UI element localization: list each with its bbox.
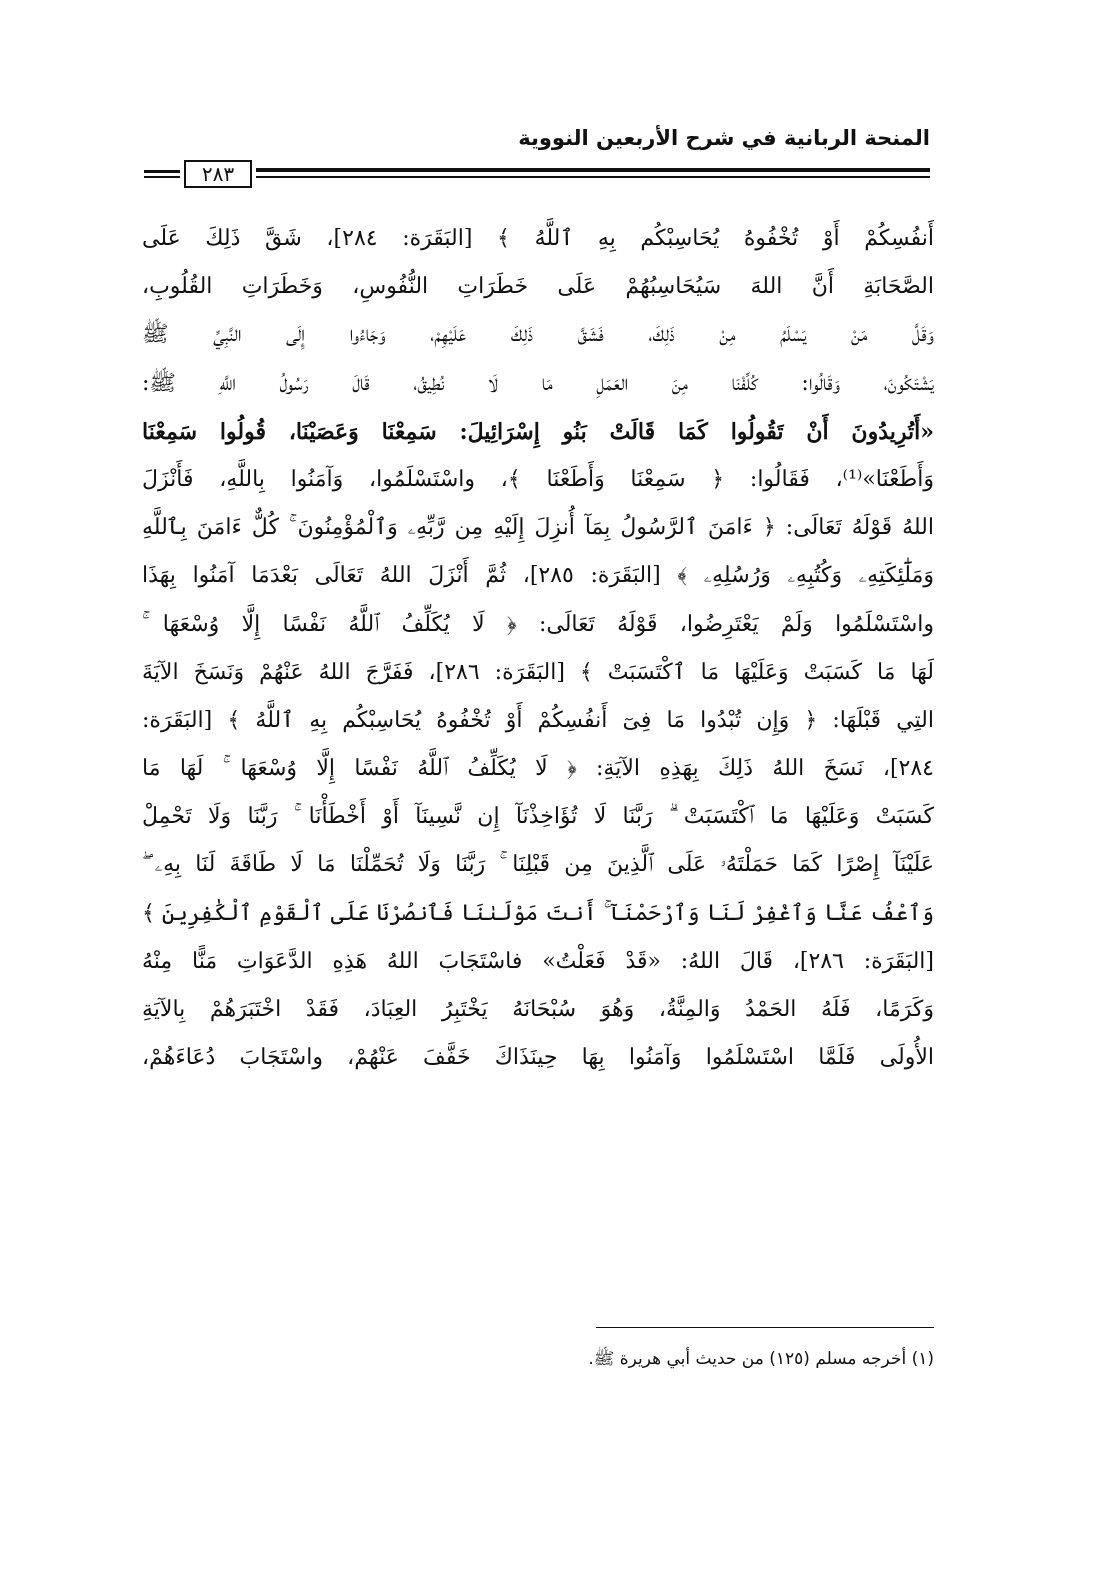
text-line: يَشْتَكُونَ، وَقَالُوا: كُلِّفْنَا مِنَ العَمَلِ مَا لَا نُطِيقُ، قَالَ رَسُولُ اللَّهِ ﷺ: [142, 370, 934, 396]
text-line: الصَّحَابَةِ أَنَّ اللهَ سَيُحَاسِبُهُمْ عَلَى خَطَرَاتِ النُّفُوسِ، وَخَطَرَاتِ القُلُوبِ، [142, 274, 934, 300]
page-header [140, 120, 930, 190]
text-line: وَكَرَمًا، فَلَهُ الحَمْدُ وَالمِنَّةُ، وَهُوَ سُبْحَانَهُ يَخْتَبِرُ العِبَادَ، فَقَدْ اخْتَبَرَهُمْ بِالآيَةِ [142, 997, 934, 1022]
text-line: أَنفُسِكُمْ أَوْ تُخْفُوهُ يُحَاسِبْكُم بِهِ ٱللَّهُ ﴾ [البَقَرَة: ٢٨٤]، شَقَّ ذَلِكَ عَلَى [142, 226, 934, 251]
header-rule-right [256, 168, 930, 178]
text-line: [البَقَرَة: ٢٨٦]، قَالَ اللهُ: «قَدْ فَعَلْتُ» فاسْتَجَابَ اللهُ هَذِهِ الدَّعَوَاتِ مَنًّا مِنْهُ [142, 948, 934, 974]
book-title: المنحة الربانية في شرح الأربعين النووية [518, 126, 930, 150]
text-line: اللهُ قَوْلَهُ تَعَالَى: ﴿ ءَامَنَ ٱلرَّسُولُ بِمَآ أُنزِلَ إِلَيْهِ مِن رَّبِّهِۦ وَٱلْمُؤْمِنُونَ ۚ كُلٌّ ءَامَنَ بِٱللَّهِ [142, 515, 934, 541]
text-line: «أَتُرِيدُونَ أَنْ تَقُولُوا كَمَا قَالَتْ بَنُو إِسْرَائِيلَ: سَمِعْنَا وَعَصَيْنَا، قُولُوا سَمِعْنَا [142, 418, 934, 445]
text-line: لَهَا مَا كَسَبَتْ وَعَلَيْهَا مَا ٱكْتَسَبَتْ ﴾ [البَقَرَة: ٢٨٦]، فَفَرَّجَ اللهُ عَنْهُمْ وَنَسَخَ الآيَةَ [142, 659, 934, 685]
text-line: التِي قَبْلَهَا: ﴿ وَإِن تُبْدُوا مَا فِىٓ أَنفُسِكُمْ أَوْ تُخْفُوهُ يُحَاسِبْكُم بِهِ ٱللَّهُ ﴾ [البَقَرَة: [142, 707, 934, 733]
text-line: وَقَلَّ مَنْ يَسْلَمُ مِنْ ذَلِكَ، فَشَقَّ ذَلِكَ عَلَيْهِمْ، وَجَاءُوا إِلَى النَّبِيِّ ﷺ [142, 322, 934, 348]
text-line: وَأَطَعْنَا»⁽¹⁾، فَقَالُوا: ﴿ سَمِعْنَا وَأَطَعْنَا ﴾، واسْتَسْلَمُوا، وَآمَنُوا بِاللَّهِ، فَأَنْزَلَ [142, 466, 934, 492]
header-rule-left [144, 170, 180, 178]
main-text [142, 215, 934, 1082]
text-line: الأُولَى فَلَمَّا اسْتَسْلَمُوا وَآمَنُوا بِهَا حِينَذَاكَ خَفَّفَ عَنْهُمْ، واسْتَجَابَ دُعَاءَهُمْ، [142, 1045, 934, 1071]
text-line: ٢٨٤]، نَسَخَ اللهُ ذَلِكَ بِهَذِهِ الآيَةِ: ﴿ لَا يُكَلِّفُ ٱللَّهُ نَفْسًا إِلَّا وُسْعَهَا ۚ لَهَا مَا [142, 756, 934, 782]
text-line: واسْتَسْلَمُوا وَلَمْ يَعْتَرِضُوا، قَوْلَهُ تَعَالَى: ﴿ لَا يُكَلِّفُ ٱللَّهُ نَفْسًا إِلَّا وُسْعَهَا ۚ [142, 611, 934, 637]
footnote: (١) أخرجه مسلم (١٢٥) من حديث أبي هريرة ﷺ. [588, 1349, 934, 1369]
text-line: عَلَيْنَآ إِصْرًا كَمَا حَمَلْتَهُۥ عَلَى ٱلَّذِينَ مِن قَبْلِنَا ۚ رَبَّنَا وَلَا تُحَمِّلْنَا مَا لَا طَاقَةَ لَنَا بِهِۦ ۖ [142, 852, 934, 878]
text-line: وَٱعْفُ عَنَّا وَٱغْفِرْ لَنَا وَٱرْحَمْنَآ ۚ أَنتَ مَوْلَىٰنَا فَٱنصُرْنَا عَلَى ٱلْقَوْمِ ٱلْكَٰفِرِينَ ﴾ [142, 900, 934, 926]
page-number: ٢٨٣ [184, 160, 252, 188]
footnote-separator [596, 1327, 934, 1328]
text-line: كَسَبَتْ وَعَلَيْهَا مَا ٱكْتَسَبَتْ ۗ رَبَّنَا لَا تُؤَاخِذْنَآ إِن نَّسِينَآ أَوْ أَخْطَأْنَا ۚ رَبَّنَا وَلَا تَحْمِلْ [142, 804, 934, 830]
text-line: وَمَلَٰٓئِكَتِهِۦ وَكُتُبِهِۦ وَرُسُلِهِۦ ﴾ [البَقَرَة: ٢٨٥]، ثُمَّ أَنْزَلَ اللهُ تَعَالَى بَعْدَمَا آمَنُوا بِهَذَا [142, 563, 934, 589]
